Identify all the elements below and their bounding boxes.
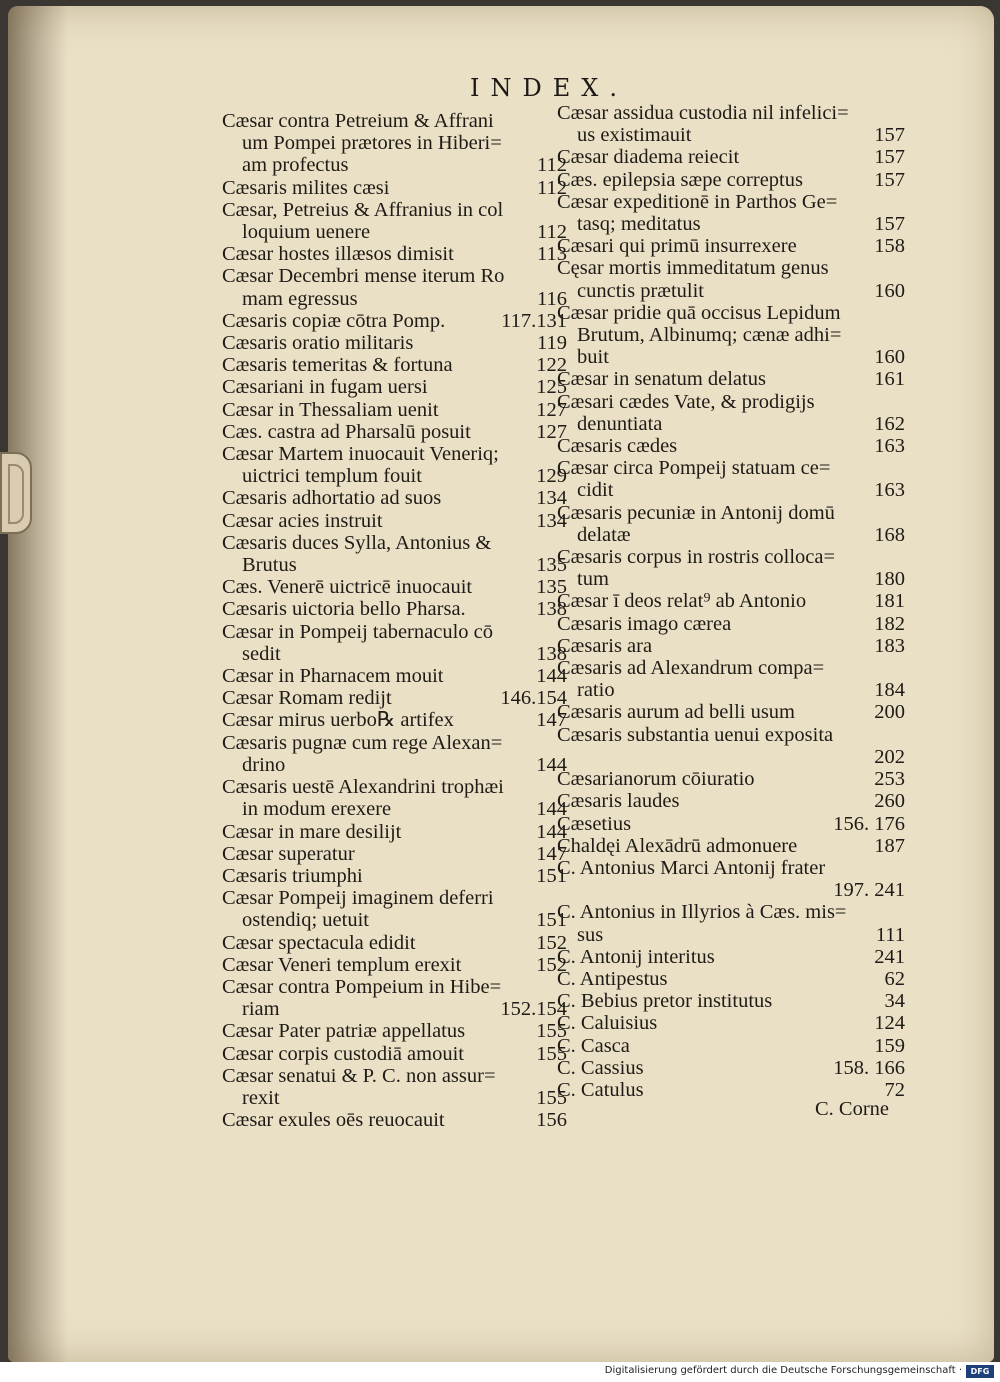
index-entry-text: ostendiq; uetuit (242, 909, 369, 932)
index-entry (557, 391, 905, 413)
binding-clasp (0, 452, 32, 534)
index-entry-page: 112 (537, 221, 567, 244)
index-entry (557, 990, 905, 1012)
index-entry-text: C. Cassius (557, 1056, 644, 1079)
index-entry (222, 887, 567, 909)
index-entry (222, 576, 567, 598)
index-entry-text: sus (577, 923, 604, 946)
index-entry (557, 146, 905, 168)
index-entry (222, 843, 567, 865)
index-entry (222, 1065, 567, 1087)
index-entry (557, 546, 905, 568)
index-entry-text: Cæsar Veneri templum erexit (222, 953, 462, 976)
index-entry-text: rexit (242, 1086, 280, 1109)
index-entry-page: 144 (536, 753, 567, 776)
index-entry-text: cidit (577, 479, 614, 502)
index-entry (222, 1043, 567, 1065)
index-column-left (222, 110, 567, 1131)
index-entry-text: buit (577, 346, 609, 369)
index-entry-page: 160 (874, 346, 905, 369)
index-entry (222, 776, 567, 798)
index-entry-page: 168 (874, 523, 905, 546)
index-entry (222, 687, 567, 709)
index-entry (222, 954, 567, 976)
index-entry-page: 147 (536, 709, 567, 732)
index-entry-page: 181 (874, 590, 905, 613)
index-entry (222, 443, 567, 465)
index-entry-text: Cæsar in Pompeij tabernaculo cō (222, 620, 493, 643)
index-entry-page: 116 (537, 287, 567, 310)
index-entry-text: Cæsarianorum cōiuratio (557, 768, 755, 791)
index-entry (557, 790, 905, 812)
index-entry-text: Cęsar mortis immeditatum genus (557, 257, 829, 280)
index-entry-text: Cæsaris triumphi (222, 864, 363, 887)
index-entry-page: 160 (874, 279, 905, 302)
index-entry (222, 932, 567, 954)
index-entry-page: 124 (874, 1012, 905, 1035)
index-entry (557, 857, 905, 879)
index-entry (222, 154, 567, 176)
index-entry-page: 157 (874, 146, 905, 169)
dfg-logo: DFG (966, 1365, 994, 1378)
index-column-right (557, 102, 905, 1101)
index-entry-text: ratio (577, 679, 615, 702)
index-entry-text: Cæsariani in fugam uersi (222, 376, 428, 399)
index-entry-text: Cæsaris oratio militaris (222, 332, 414, 355)
index-entry-text: Cæsetius (557, 812, 632, 835)
index-entry-text: drino (242, 753, 286, 776)
index-entry (222, 709, 567, 731)
index-entry (557, 191, 905, 213)
index-entry-page: 157 (874, 213, 905, 236)
index-entry-page: 135 (536, 576, 567, 599)
index-entry-text: Cæsar in Pharnacem mouit (222, 665, 444, 688)
index-entry-text: Cæs. castra ad Pharsalū posuit (222, 420, 471, 443)
index-entry (222, 821, 567, 843)
index-entry-page: 157 (874, 124, 905, 147)
index-entry-text: delatæ (577, 523, 631, 546)
index-entry-text: Cæsaris pecuniæ in Antonij domū (557, 501, 835, 524)
index-entry-page: 134 (536, 487, 567, 510)
index-entry (222, 532, 567, 554)
index-entry-text: Cæsar hostes illæsos dimisit (222, 243, 454, 266)
index-entry-text: Cæsar expeditionē in Parthos Ge= (557, 190, 838, 213)
index-entry-page: 187 (874, 834, 905, 857)
index-entry (557, 835, 905, 857)
index-entry (222, 243, 567, 265)
index-entry-text: Cæsar exules oēs reuocauit (222, 1109, 445, 1132)
index-entry-page: 162 (874, 412, 905, 435)
index-entry-text: Cæsaris laudes (557, 790, 680, 813)
index-entry (222, 665, 567, 687)
index-entry (222, 265, 567, 287)
index-entry-text: Chaldęi Alexādrū admonuere (557, 834, 798, 857)
index-entry (222, 732, 567, 754)
index-entry (557, 768, 905, 790)
index-entry-text: C. Bebius pretor institutus (557, 990, 773, 1013)
footer-bar (0, 1362, 1000, 1382)
index-entry-text: Cæsaris aurum ad belli usum (557, 701, 796, 724)
index-entry-page: 127 (536, 398, 567, 421)
index-entry-text: Brutus (242, 554, 297, 577)
index-entry-text: tum (577, 568, 609, 591)
index-entry (222, 1020, 567, 1042)
index-entry (222, 354, 567, 376)
index-entry-page: 134 (536, 509, 567, 532)
index-entry (557, 502, 905, 524)
index-entry-page: 152 (536, 931, 567, 954)
index-entry-page: 62 (884, 967, 905, 990)
index-entry-page: 253 (874, 768, 905, 791)
index-entry (222, 132, 567, 154)
index-entry-text: Cæsaris ad Alexandrum compa= (557, 657, 825, 680)
index-entry (557, 169, 905, 191)
index-entry-text: Cæsaris milites cæsi (222, 176, 390, 199)
index-entry (222, 976, 567, 998)
index-entry-text: Cæsaris copiæ cōtra Pomp. (222, 309, 446, 332)
index-entry (557, 524, 905, 546)
index-entry-page: 144 (536, 665, 567, 688)
index-entry (557, 1057, 905, 1079)
index-entry (222, 909, 567, 931)
index-entry (557, 968, 905, 990)
index-entry-text: C. Antipestus (557, 967, 668, 990)
index-entry (557, 813, 905, 835)
index-entry (222, 177, 567, 199)
index-entry-page: 127 (536, 420, 567, 443)
index-entry (222, 399, 567, 421)
index-entry-text: Cæsaris duces Sylla, Antonius & (222, 531, 492, 554)
index-entry (557, 302, 905, 324)
index-entry-text: cunctis prætulit (577, 279, 704, 302)
index-entry (557, 346, 905, 368)
index-entry (557, 368, 905, 390)
index-entry-text: Cæsaris adhortatio ad suos (222, 487, 442, 510)
index-entry-text: Cæsaris pugnæ cum rege Alexan= (222, 731, 503, 754)
binding-shadow (8, 6, 68, 1362)
index-entry (557, 635, 905, 657)
index-entry-text: Cæsaris ara (557, 634, 653, 657)
index-entry-page: 161 (874, 368, 905, 391)
index-entry (222, 510, 567, 532)
index-entry-page: 34 (884, 990, 905, 1013)
index-entry-text: Cæsaris cædes (557, 435, 678, 458)
index-entry-page: 151 (536, 909, 567, 932)
index-entry (557, 435, 905, 457)
index-entry-page: 183 (874, 634, 905, 657)
index-entry-page: 156. 176 (833, 812, 905, 835)
index-entry (557, 724, 905, 746)
index-entry-text: in modum erexere (242, 798, 392, 821)
index-entry-text: Cæsar spectacula edidit (222, 931, 416, 954)
index-entry-text: Cæsar contra Pompeium in Hibe= (222, 975, 502, 998)
index-entry (222, 110, 567, 132)
index-entry-page: 129 (536, 465, 567, 488)
index-entry (557, 1035, 905, 1057)
index-entry (222, 798, 567, 820)
index-entry (557, 679, 905, 701)
index-entry-text: C. Antonij interitus (557, 945, 715, 968)
index-entry (557, 235, 905, 257)
index-entry (557, 613, 905, 635)
index-entry (557, 924, 905, 946)
index-entry-text: Cæsar pridie quā occisus Lepidum (557, 301, 841, 324)
index-entry-page: 147 (536, 842, 567, 865)
index-entry (222, 998, 567, 1020)
index-entry-text: um Pompei prætores in Hiberi= (242, 132, 502, 155)
index-entry-text: denuntiata (577, 412, 663, 435)
index-entry (557, 257, 905, 279)
index-entry-page: 184 (874, 679, 905, 702)
index-entry (222, 621, 567, 643)
index-entry-page: 111 (875, 923, 905, 946)
index-entry (557, 102, 905, 124)
index-entry-text: C. Casca (557, 1034, 630, 1057)
index-entry-text: Cæsar acies instruit (222, 509, 383, 532)
index-entry-page: 122 (536, 354, 567, 377)
index-entry-text: Cæsaris substantia uenui exposita (557, 723, 834, 746)
page-header: INDEX. (470, 74, 628, 102)
index-entry-page: 155 (536, 1020, 567, 1043)
index-entry-page: 182 (874, 612, 905, 635)
index-entry-text: Cæsari qui primū insurrexere (557, 235, 797, 258)
index-entry-text: mam egressus (242, 287, 358, 310)
index-entry-page: 144 (536, 820, 567, 843)
index-entry-page: 158 (874, 235, 905, 258)
index-entry-text: Cæsaris temeritas & fortuna (222, 354, 453, 377)
index-entry-text: C. Antonius Marci Antonij frater (557, 856, 826, 879)
index-entry (557, 568, 905, 590)
index-entry-text: us existimauit (577, 124, 692, 147)
index-entry (222, 554, 567, 576)
index-entry-text: Cæsar Decembri mense iterum Ro (222, 265, 505, 288)
index-entry-text: Cæsar Pompeij imaginem deferri (222, 887, 494, 910)
index-entry-text: am profectus (242, 154, 349, 177)
index-entry-text: Brutum, Albinumq; cænæ adhi= (577, 324, 842, 347)
index-entry-page: 119 (537, 332, 567, 355)
index-entry (557, 1012, 905, 1034)
index-entry (557, 701, 905, 723)
index-entry-text: Cæsar assidua custodia nil infelici= (557, 102, 849, 124)
index-entry (557, 280, 905, 302)
index-entry-page: 138 (536, 598, 567, 621)
index-entry-text: Cæsari cædes Vate, & prodigijs (557, 390, 815, 413)
index-entry-page: 112 (537, 176, 567, 199)
index-entry (222, 221, 567, 243)
index-entry (557, 657, 905, 679)
index-entry (557, 879, 905, 901)
index-entry (557, 746, 905, 768)
index-entry (222, 1109, 567, 1131)
index-entry-text: uictrici templum fouit (242, 465, 422, 488)
index-entry (557, 901, 905, 923)
index-entry-page: 117.131 (501, 309, 567, 332)
index-entry (222, 376, 567, 398)
index-entry (557, 124, 905, 146)
index-entry-page: 180 (874, 568, 905, 591)
index-entry-text: Cæsar in senatum delatus (557, 368, 766, 391)
index-entry (222, 288, 567, 310)
index-entry (222, 1087, 567, 1109)
index-entry-text: C. Antonius in Illyrios à Cæs. mis= (557, 901, 847, 924)
index-entry-page: 138 (536, 642, 567, 665)
index-entry-page: 260 (874, 790, 905, 813)
index-entry-text: Cæsaris uestē Alexandrini trophæi (222, 776, 504, 799)
index-entry-page: 125 (536, 376, 567, 399)
index-entry-text: Cæsar ī deos relat⁹ ab Antonio (557, 590, 807, 613)
index-entry (222, 199, 567, 221)
index-entry (222, 598, 567, 620)
index-entry-text: Cæsar Martem inuocauit Veneriq; (222, 443, 499, 466)
index-entry-page: 156 (536, 1109, 567, 1132)
index-entry (557, 590, 905, 612)
index-entry (222, 487, 567, 509)
index-entry-page: 151 (536, 864, 567, 887)
index-entry-text: Cæsar superatur (222, 842, 355, 865)
index-entry-page: 152.154 (500, 998, 567, 1021)
index-entry-page: 135 (536, 554, 567, 577)
index-entry (557, 213, 905, 235)
index-entry-text: Cæs. epilepsia sæpe correptus (557, 168, 803, 191)
index-entry-page: 112 (537, 154, 567, 177)
catchword: C. Corne (815, 1098, 890, 1120)
index-entry-text: Cæsar in mare desilijt (222, 820, 402, 843)
index-entry (222, 332, 567, 354)
index-entry (557, 946, 905, 968)
index-entry-page: 200 (874, 701, 905, 724)
index-entry-page: 152 (536, 953, 567, 976)
index-entry (222, 643, 567, 665)
index-entry-page: 157 (874, 168, 905, 191)
index-entry-page: 197. 241 (833, 879, 905, 902)
index-entry-text: Cæsar mirus uerbo℞ artifex (222, 709, 454, 732)
footer-credit: Digitalisierung gefördert durch die Deutsche Forschungsgemeinschaft · (604, 1365, 962, 1376)
index-entry (222, 421, 567, 443)
index-entry (222, 310, 567, 332)
index-entry-text: Cæsar senatui & P. C. non assur= (222, 1064, 496, 1087)
index-entry-page: 144 (536, 798, 567, 821)
index-entry (222, 465, 567, 487)
index-entry-text: Cæsaris imago cærea (557, 612, 732, 635)
index-entry-page: 163 (874, 479, 905, 502)
index-entry-page: 146.154 (500, 687, 567, 710)
index-entry-text: C. Caluisius (557, 1012, 658, 1035)
index-entry-text: sedit (242, 642, 281, 665)
index-entry-text: Cæsar, Petreius & Affranius in col (222, 198, 504, 221)
index-entry-page: 155 (536, 1042, 567, 1065)
index-entry-text: Cæsar corpis custodiā amouit (222, 1042, 464, 1065)
index-entry-text: Cæsar Romam redijt (222, 687, 392, 710)
index-entry-page: 159 (874, 1034, 905, 1057)
clasp-ring (8, 464, 24, 524)
index-entry-text: loquium uenere (242, 221, 371, 244)
index-entry-text: C. Catulus (557, 1078, 644, 1101)
index-entry (557, 479, 905, 501)
index-entry-page: 241 (874, 945, 905, 968)
index-entry (557, 413, 905, 435)
index-entry-page: 163 (874, 435, 905, 458)
index-entry (222, 865, 567, 887)
index-entry-text: Cæs. Venerē uictricē inuocauit (222, 576, 473, 599)
index-entry-text: Cæsar diadema reiecit (557, 146, 740, 169)
index-entry-text: Cæsar circa Pompeij statuam ce= (557, 457, 831, 480)
index-entry-page: 158. 166 (833, 1056, 905, 1079)
index-entry (557, 457, 905, 479)
index-entry-page: 155 (536, 1086, 567, 1109)
index-entry (557, 324, 905, 346)
index-entry-page: 202 (874, 745, 905, 768)
index-entry-page: 113 (537, 243, 567, 266)
index-entry-text: riam (242, 998, 280, 1021)
index-entry-text: tasq; meditatus (577, 213, 701, 236)
index-entry-text: Cæsar contra Petreium & Affrani (222, 110, 494, 132)
index-entry-page: 72 (884, 1078, 905, 1101)
index-entry-text: Cæsar Pater patriæ appellatus (222, 1020, 466, 1043)
index-entry-text: Cæsaris corpus in rostris colloca= (557, 546, 836, 569)
index-entry-text: Cæsaris uictoria bello Pharsa. (222, 598, 466, 621)
index-entry (222, 754, 567, 776)
index-entry-text: Cæsar in Thessaliam uenit (222, 398, 439, 421)
